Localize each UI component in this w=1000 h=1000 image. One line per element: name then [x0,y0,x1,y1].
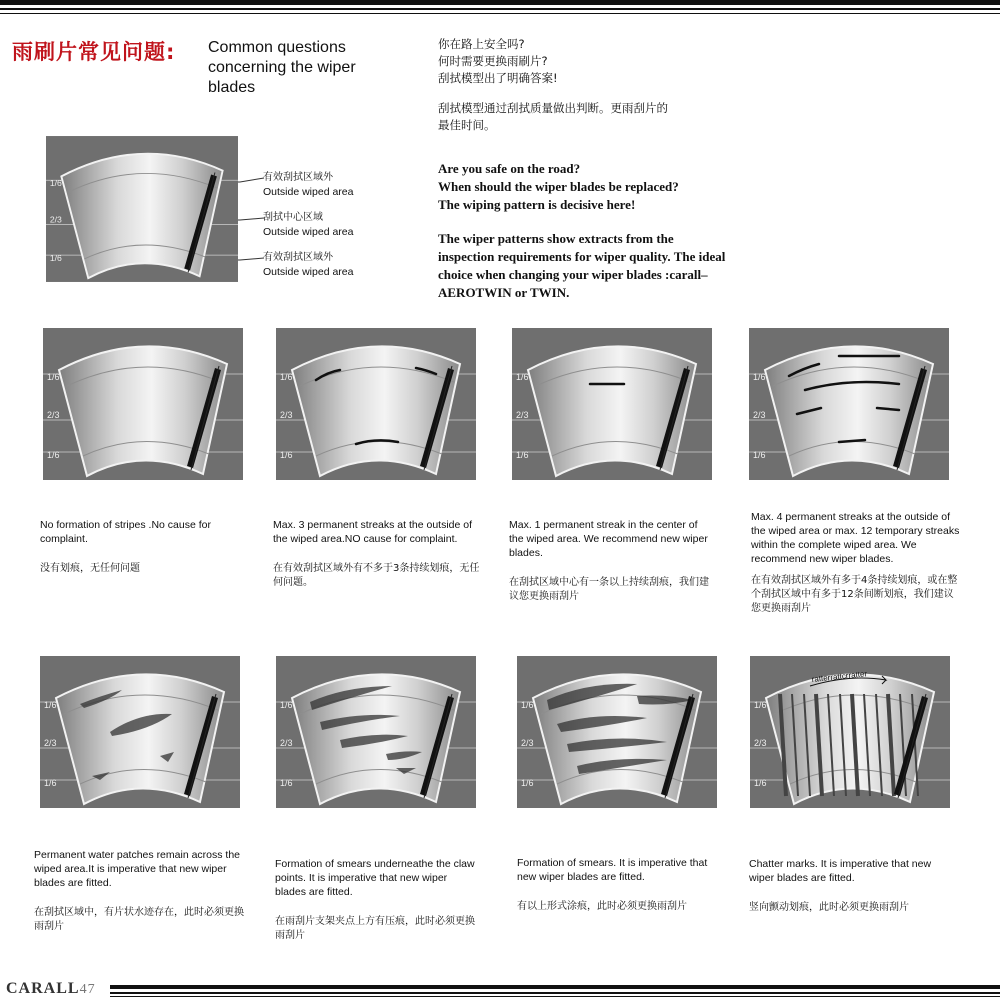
fraction-label: 2/3 [47,410,60,420]
fraction-label: 1/6 [44,700,57,710]
caption-7-en: Formation of smears. It is imperative that new wiper blades are fitted. [517,857,708,883]
intro-cn-line: 刮拭模型出了明确答案! [438,71,558,85]
fraction-label: 1/6 [280,450,293,460]
fraction-label: 1/6 [44,778,57,788]
caption-3-en: Max. 1 permanent streak in the center of the wiped area. We recommend new wiper blades. [509,519,708,559]
windscreen-shape [56,674,224,804]
caption-8-en: Chatter marks. It is imperative that new wiper blades are fitted. [749,858,932,884]
bottom-rule-3 [110,996,1000,997]
page-number: 47 [79,982,96,997]
intro-en-line: inspection requirements for wiper quality. The ideal [438,249,726,264]
intro-cn-line: 刮拭模型通过刮拭质量做出判断。更雨刮片的 [438,101,668,115]
caption-1-cn: 没有划痕，无任何问题 [40,563,140,574]
fraction-label: 2/3 [516,410,529,420]
caption-7 [517,856,722,914]
windscreen-shape [528,346,696,476]
wiper-pattern-panel-3 [512,328,712,480]
caption-4-cn: 在有效刮拭区域外有多于4条持续划痕，或在整个刮拭区域中有多于12条间断划痕，我们建议您更换雨刮片 [751,575,958,614]
fraction-label: 1/6 [49,252,62,263]
fraction-label: 2/3 [44,738,57,748]
caption-4 [751,510,961,616]
windscreen-shape [766,674,934,804]
caption-5-en: Permanent water patches remain across the wiped area.It is imperative that new wiper blades are fitted. [34,849,241,889]
legend-middle [263,210,353,240]
caption-4-en: Max. 4 permanent streaks at the outside of the wiped area or max. 12 temporary streaks within the complete wiped area. We recommend new wiper blades. [751,511,960,565]
caption-8-cn: 竖向颤动划痕，此时必须更换雨刮片 [749,902,909,913]
legend-bottom [263,250,353,280]
intro-en-line: Are you safe on the road? [438,161,581,176]
intro-en-line: The wiping pattern is decisive here! [438,197,636,212]
legend-bottom-en: Outside wiped area [263,266,354,278]
wiper-pattern-panel-8 [750,656,950,808]
caption-2 [273,518,483,590]
fraction-label: 1/6 [47,450,60,460]
fraction-label: 1/6 [521,700,534,710]
caption-5-cn: 在刮拭区域中，有片状水迹存在，此时必须更换雨刮片 [34,907,244,932]
fraction-label: 1/6 [754,700,767,710]
brand-name: CARALL [6,980,80,997]
top-rule-thick [0,0,1000,5]
fraction-label: 2/3 [754,738,767,748]
intro-en-line: When should the wiper blades be replaced? [438,179,679,194]
legend-top [263,170,353,200]
bottom-rule-2 [110,992,1000,994]
windscreen-shape [61,154,222,278]
fraction-label: 2/3 [753,410,766,420]
intro-en-line: choice when changing your wiper blades :carall– [438,267,708,282]
intro-cn-line: 你在路上安全吗? [438,37,525,51]
caption-3-cn: 在刮拭区域中心有一条以上持续刮痕，我们建议您更换雨刮片 [509,577,709,602]
fraction-label: 1/6 [280,372,293,382]
caption-6-cn: 在雨刮片支架夹点上方有压痕，此时必须更换雨刮片 [275,916,475,941]
wiper-pattern-panel-4 [749,328,949,480]
fraction-label: 2/3 [49,214,62,225]
windscreen-shape [765,346,933,476]
top-rule-thin [0,8,1000,10]
wiper-pattern-panel-1 [43,328,243,480]
brand-footer [6,980,96,998]
caption-3 [509,518,714,604]
intro-cn [438,36,768,134]
fraction-label: 1/6 [753,450,766,460]
fraction-label: 1/6 [753,372,766,382]
page-title-en: Common questions concerning the wiper blades [208,39,356,96]
top-rule-thin-2 [0,13,1000,14]
legend-middle-en: Outside wiped area [263,226,354,238]
legend-top-cn: 有效刮拭区域外 [263,172,333,183]
fraction-label: 1/6 [754,778,767,788]
legend-middle-cn: 刮拭中心区域 [263,212,323,223]
fraction-label: 1/6 [49,177,62,188]
chatter-label: ratterrattcrratter [811,669,868,684]
fraction-label: 1/6 [47,372,60,382]
wiper-pattern-panel-7 [517,656,717,808]
wiper-pattern-panel-6 [276,656,476,808]
intro-en [438,160,778,302]
fraction-label: 1/6 [521,778,534,788]
windscreen-shape [59,346,227,476]
caption-1-en: No formation of stripes .No cause for complaint. [40,519,211,545]
intro-en-line: AEROTWIN or TWIN. [438,285,570,300]
intro-cn-line: 最佳时间。 [438,118,496,132]
reference-wiper-diagram [46,134,238,284]
windscreen-shape [292,346,460,476]
caption-2-en: Max. 3 permanent streaks at the outside of the wiped area.NO cause for complaint. [273,519,473,545]
legend-bottom-cn: 有效刮拭区域外 [263,252,333,263]
caption-5 [34,848,249,934]
fraction-label: 1/6 [516,372,529,382]
intro-en-line: The wiper patterns show extracts from the [438,231,674,246]
wiper-pattern-panel-2 [276,328,476,480]
legend-top-en: Outside wiped area [263,186,354,198]
caption-1 [40,518,240,576]
caption-2-cn: 在有效刮拭区域外有不多于3条持续划痕，无任何问题。 [273,563,480,588]
fraction-label: 1/6 [516,450,529,460]
fraction-label: 2/3 [280,410,293,420]
fraction-label: 1/6 [280,700,293,710]
caption-6-en: Formation of smears underneathe the claw points. It is imperative that new wiper blades are fitted. [275,858,475,898]
bottom-rule [110,985,1000,989]
fraction-label: 2/3 [521,738,534,748]
wiper-pattern-panel-5 [40,656,240,808]
page-title-cn: 雨刷片常见问题: [12,40,176,64]
intro-cn-line: 何时需要更换雨刷片? [438,54,548,68]
caption-7-cn: 有以上形式涂痕，此时必须更换雨刮片 [517,901,687,912]
caption-8 [749,857,954,915]
caption-6 [275,857,480,943]
fraction-label: 1/6 [280,778,293,788]
fraction-label: 2/3 [280,738,293,748]
